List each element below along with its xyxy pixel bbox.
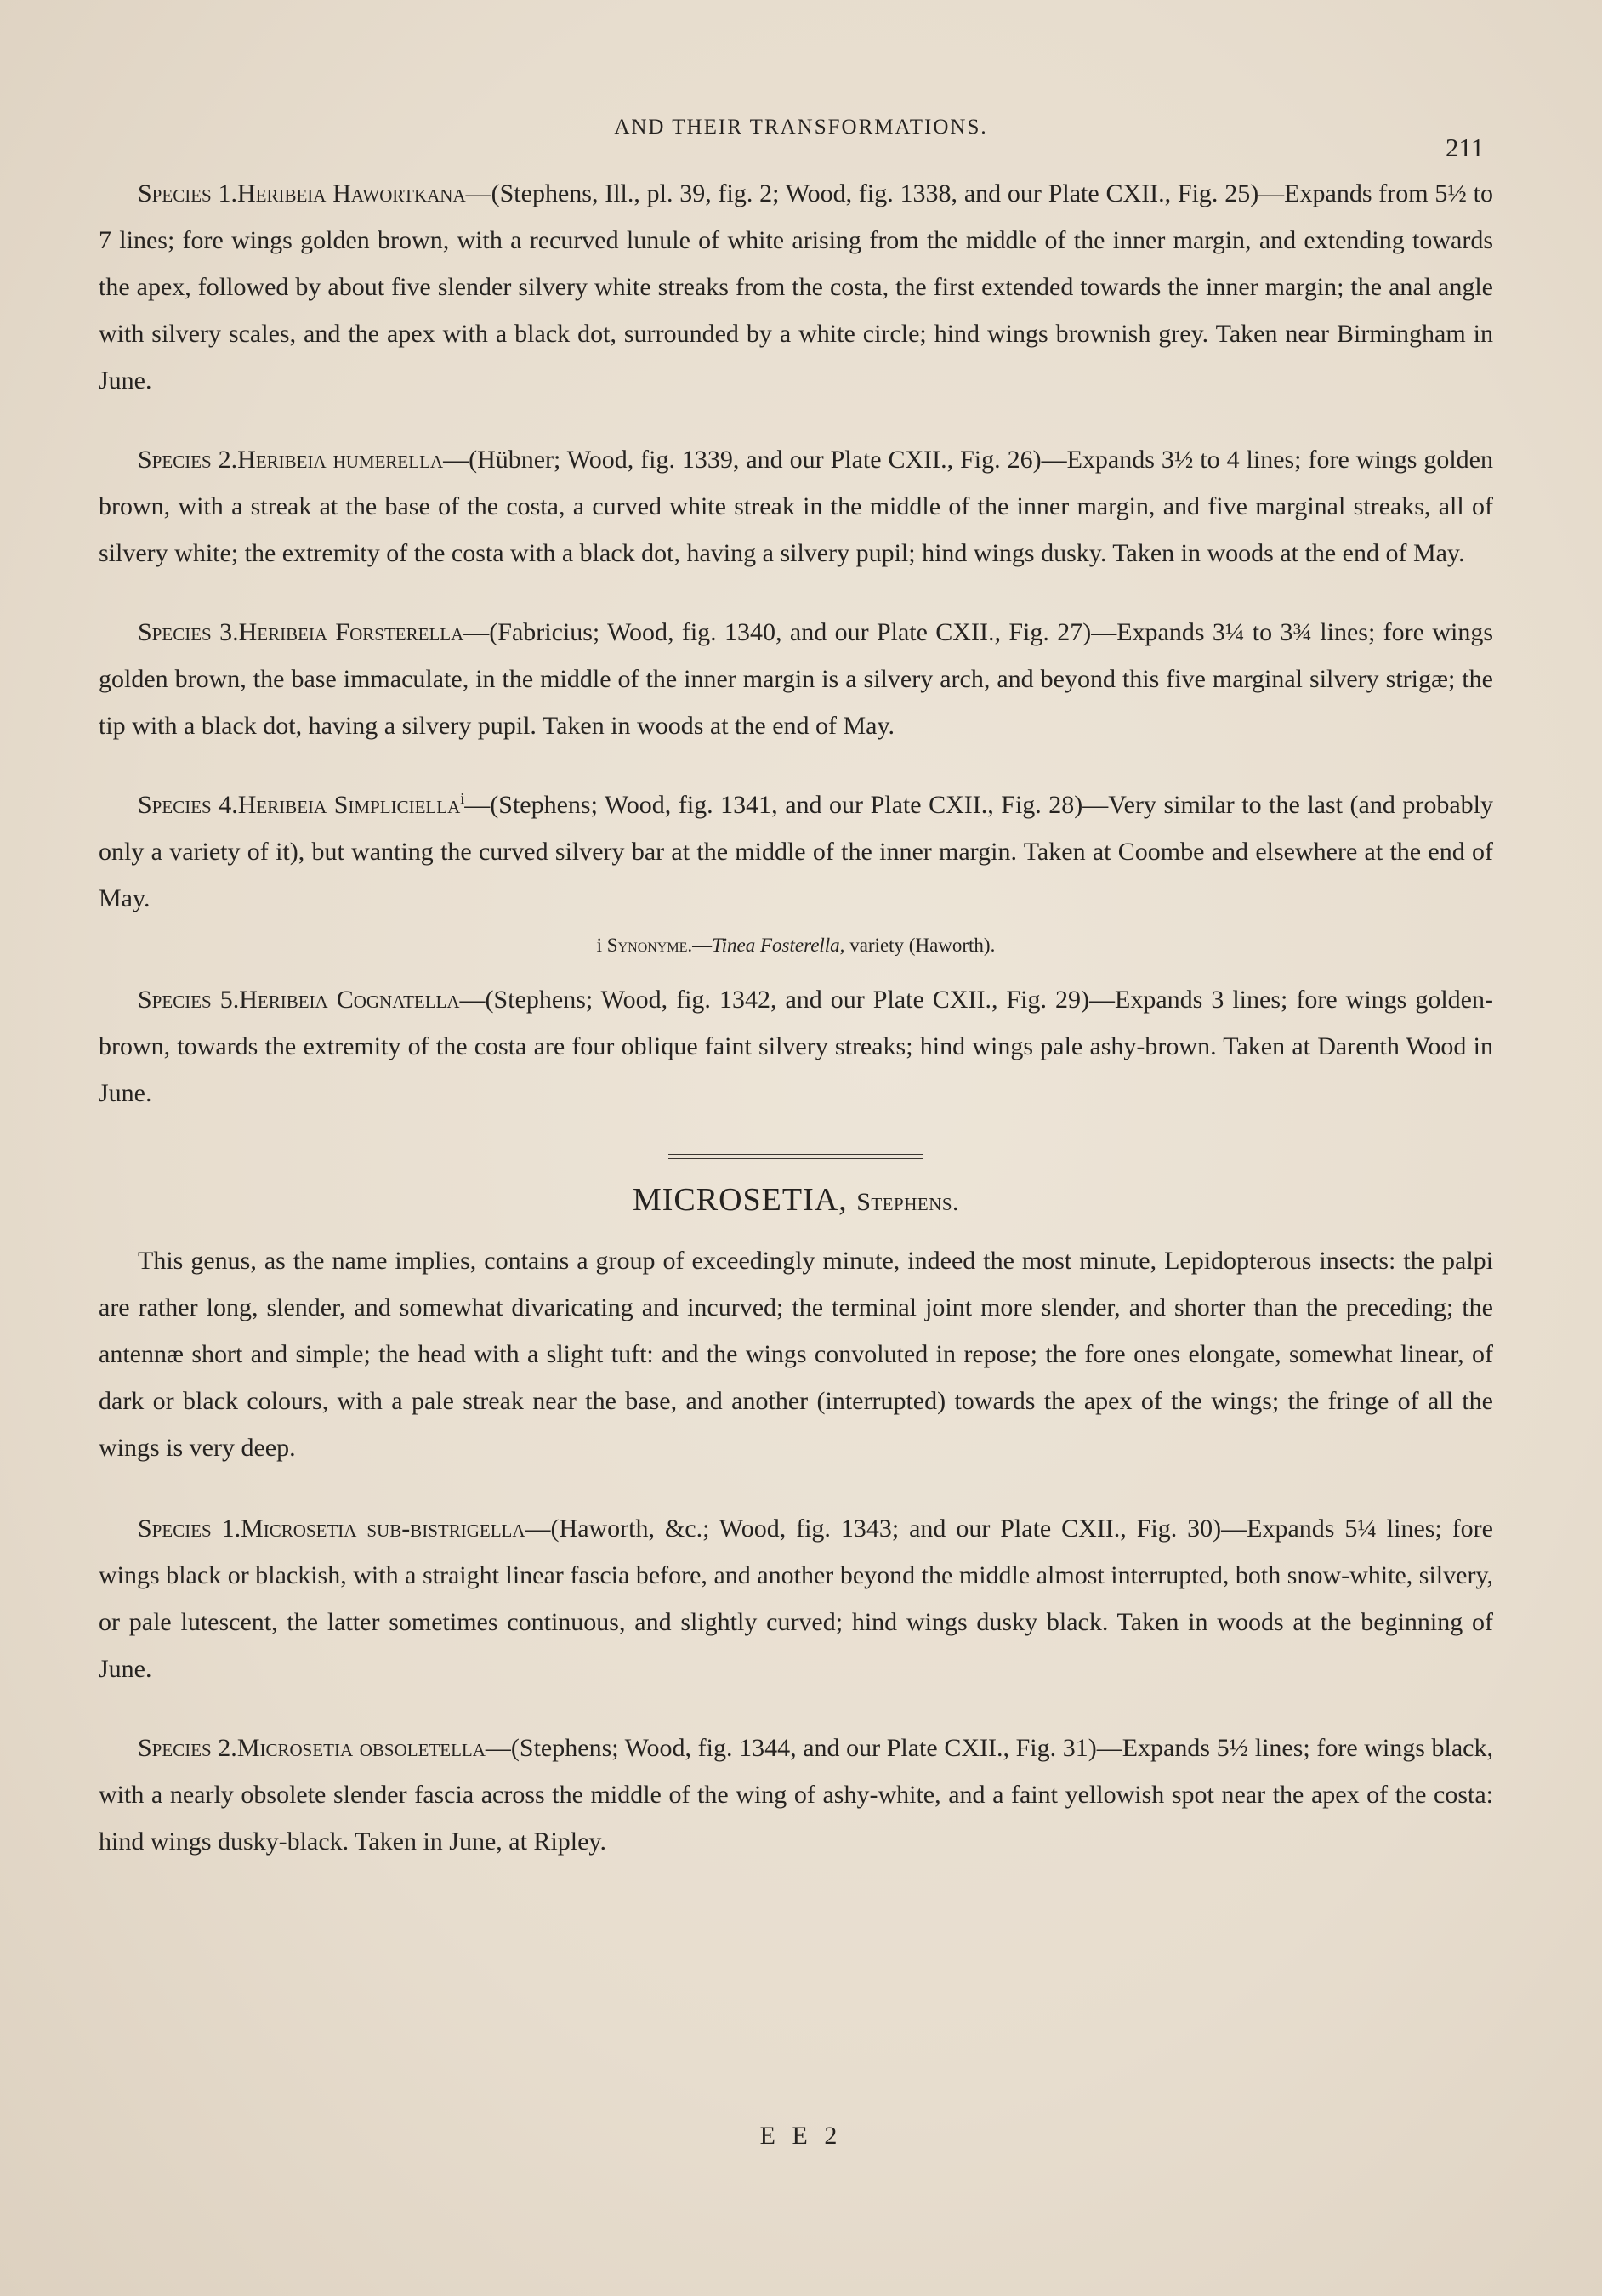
footnote-rest: variety (Haworth).: [849, 935, 996, 956]
genus-heading: [99, 1181, 1493, 1219]
genus-name: MICROSETIA,: [632, 1182, 848, 1218]
species-description: —(Fabricius; Wood, fig. 1340, and our Plate CXII., Fig. 27)—Expands 3¼ to 3¾ lines; fore wings golden brown, the base immaculate, in the middle of the inner margin is a silvery arch, and beyond this five marginal silvery strigæ; the tip with a black dot, having a silvery pupil. Taken in woods at the end of May.: [99, 618, 1493, 740]
page-content: [99, 170, 1493, 1897]
species-description: —(Stephens, Ill., pl. 39, fig. 2; Wood, fig. 1338, and our Plate CXII., Fig. 25)—Expands from 5½ to 7 lines; fore wings golden brown, with a recurved lunule of white arising from the middle of the inner margin, and extending towards the apex, followed by about five slender silvery white streaks from the costa, the first extended towards the inner margin; the anal angle with silvery scales, and the apex with a black dot, surrounded by a white circle; hind wings brownish grey. Taken near Birmingham in June.: [99, 179, 1493, 395]
species-label: Species 2.: [138, 1734, 237, 1762]
species-entry: [99, 170, 1493, 404]
signature-mark: E E 2: [759, 2122, 843, 2150]
species-description: —(Stephens; Wood, fig. 1342, and our Plate CXII., Fig. 29)—Expands 3 lines; fore wings golden-brown, towards the extremity of the costa are four oblique faint silvery streaks; hind wings pale ashy-brown. Taken at Darenth Wood in June.: [99, 986, 1493, 1107]
footnote-label: Synonyme.: [606, 935, 693, 956]
footnote-mark: i: [596, 935, 603, 956]
species-entry: [99, 609, 1493, 749]
species-entry: [99, 1725, 1493, 1865]
genus-description: This genus, as the name implies, contains a group of exceedingly minute, indeed the most minute, Lepidopterous insects: the palpi are rather long, slender, and somewhat divaricating and incurved; the terminal joint more slender, and shorter than the preceding; the antennæ short and simple; the head with a slight tuft: and the wings convoluted in repose; the fore ones elongate, somewhat linear, of dark or black colours, with a pale streak near the base, and another (interrupted) towards the apex of the wings; the fringe of all the wings is very deep.: [99, 1247, 1493, 1462]
running-head: AND THEIR TRANSFORMATIONS.: [614, 116, 988, 139]
species-name: Microsetia obsoletella: [236, 1734, 486, 1762]
species-label: Species 3.: [138, 618, 239, 646]
species-label: Species 5.: [138, 986, 240, 1014]
species-entry: [99, 976, 1493, 1117]
species-name: Heribeia Cognatella: [239, 986, 460, 1014]
species-entry: [99, 436, 1493, 577]
species-label: Species 4.: [138, 791, 238, 819]
section-divider: [668, 1154, 923, 1159]
footnote: i Synonyme.—Tinea Fosterella, variety (Haworth).: [596, 935, 996, 956]
species-label: Species 1.: [138, 1515, 241, 1543]
species-name: Heribeia Forsterella: [238, 618, 464, 646]
species-name: Heribeia humerella: [237, 446, 444, 474]
species-entry: [99, 1505, 1493, 1692]
page-number: 211: [1446, 133, 1485, 162]
species-description: —(Stephens; Wood, fig. 1344, and our Plate CXII., Fig. 31)—Expands 5½ lines; fore wings black, with a nearly obsolete slender fascia across the middle of the wing of ashy-white, and a faint yellowish spot near the apex of the costa: hind wings dusky-black. Taken in June, at Ripley.: [99, 1734, 1493, 1856]
species-name: Heribeia Simpliciella: [237, 791, 461, 819]
footnote-name: Tinea Fosterella,: [712, 935, 845, 956]
species-label: Species 1.: [138, 179, 237, 207]
genus-authority: Stephens.: [856, 1188, 960, 1216]
species-description: —(Stephens; Wood, fig. 1341, and our Plate CXII., Fig. 28)—Very similar to the last (and probably only a variety of it), but wanting the curved silvery bar at the middle of the inner margin. Taken at Coombe and elsewhere at the end of May.: [99, 791, 1493, 912]
species-name: Microsetia sub-bistrigella: [241, 1515, 525, 1543]
species-name: Heribeia Hawortkana: [236, 179, 466, 207]
species-description: —(Hübner; Wood, fig. 1339, and our Plate CXII., Fig. 26)—Expands 3½ to 4 lines; fore wings golden brown, with a streak at the base of the costa, a curved white streak in the middle of the inner margin, and five marginal streaks, all of silvery white; the extremity of the costa with a black dot, having a silvery pupil; hind wings dusky. Taken in woods at the end of May.: [99, 446, 1493, 567]
species-label: Species 2.: [138, 446, 238, 474]
species-description: —(Haworth, &c.; Wood, fig. 1343; and our Plate CXII., Fig. 30)—Expands 5¼ lines; fore wings black or blackish, with a straight linear fascia before, and another beyond the middle almost interrupted, both snow-white, silvery, or pale lutescent, the latter sometimes continuous, and slightly curved; hind wings dusky black. Taken in woods at the beginning of June.: [99, 1515, 1493, 1683]
footnote-mark: i: [460, 790, 465, 807]
species-entry: [99, 781, 1493, 922]
